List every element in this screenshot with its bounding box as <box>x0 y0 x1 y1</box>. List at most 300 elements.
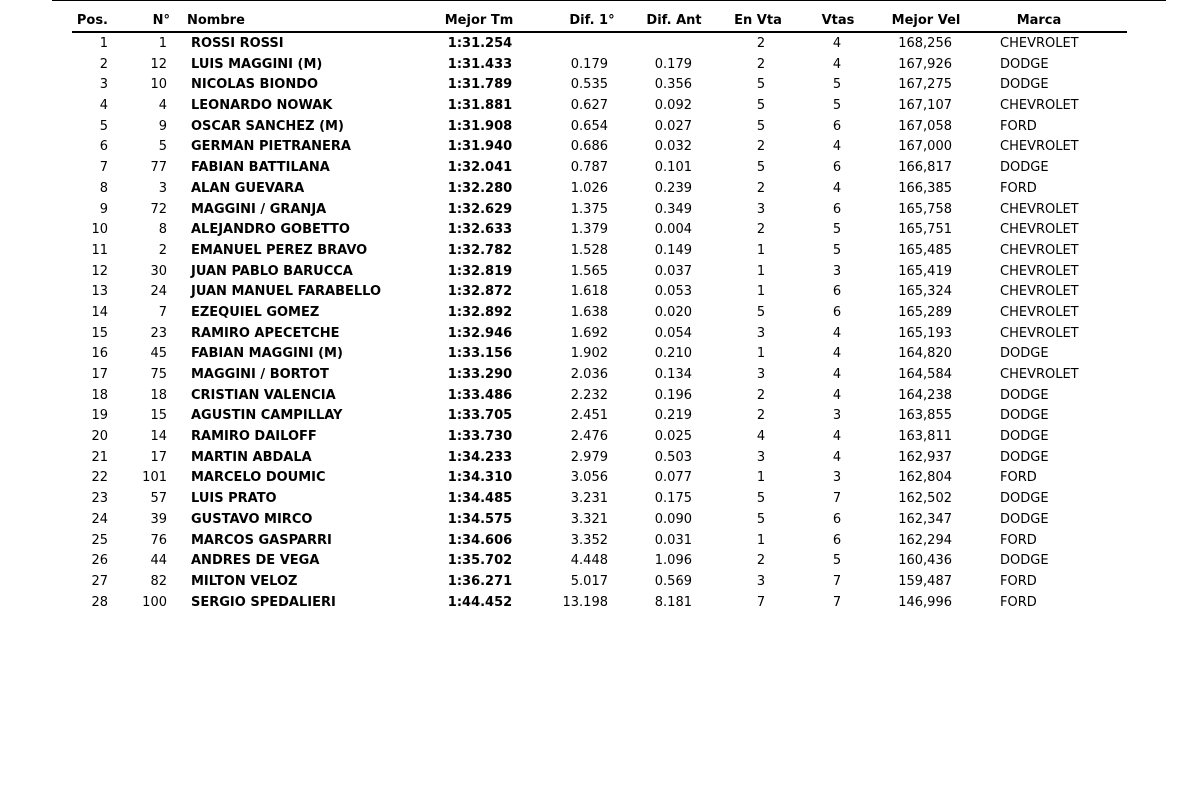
cell-nombre: MARTIN ABDALA <box>191 449 312 465</box>
cell-mejor-tm: 1:36.271 <box>447 573 513 589</box>
cell-mejor-vel: 160,436 <box>898 553 952 569</box>
cell-nombre: LUIS MAGGINI (M) <box>191 56 323 72</box>
cell-pos: 15 <box>91 325 108 341</box>
cell-number: 76 <box>150 532 167 548</box>
cell-marca: DODGE <box>1000 511 1049 527</box>
table-row <box>72 593 1127 614</box>
cell-mejor-tm: 1:33.730 <box>447 429 513 445</box>
cell-pos: 5 <box>99 118 108 134</box>
cell-en-vta: 5 <box>756 511 766 527</box>
cell-marca: DODGE <box>1000 346 1049 362</box>
cell-en-vta: 2 <box>756 180 766 196</box>
cell-number: 5 <box>158 139 167 155</box>
cell-dif-ant: 0.092 <box>654 98 692 114</box>
cell-en-vta: 2 <box>756 222 766 238</box>
cell-vtas: 5 <box>832 242 842 258</box>
cell-vtas: 5 <box>832 98 842 114</box>
table-row <box>72 34 1127 55</box>
cell-vtas: 4 <box>832 36 842 51</box>
cell-pos: 26 <box>91 553 108 569</box>
cell-mejor-vel: 167,058 <box>898 118 952 134</box>
cell-pos: 12 <box>91 263 108 279</box>
table-row <box>72 386 1127 407</box>
cell-mejor-vel: 163,855 <box>898 408 952 424</box>
cell-marca: DODGE <box>1000 387 1049 403</box>
cell-mejor-vel: 162,937 <box>898 449 952 465</box>
cell-nombre: MILTON VELOZ <box>191 573 298 589</box>
cell-marca: DODGE <box>1000 408 1049 424</box>
header-mejor-vel: Mejor Vel <box>891 13 961 28</box>
cell-dif-ant: 0.210 <box>654 346 692 362</box>
cell-marca: DODGE <box>1000 429 1049 445</box>
cell-dif-ant: 8.181 <box>654 594 692 610</box>
header-dif-ant: Dif. Ant <box>646 13 702 28</box>
cell-nombre: GUSTAVO MIRCO <box>191 511 313 527</box>
cell-dif-1: 1.618 <box>570 284 608 300</box>
cell-number: 2 <box>158 242 167 258</box>
cell-nombre: CRISTIAN VALENCIA <box>191 387 336 403</box>
cell-marca: DODGE <box>1000 553 1049 569</box>
cell-pos: 14 <box>91 304 108 320</box>
top-divider <box>52 0 1166 1</box>
cell-mejor-vel: 162,294 <box>898 532 952 548</box>
table-row <box>72 489 1127 510</box>
cell-dif-1: 0.654 <box>570 118 608 134</box>
cell-mejor-tm: 1:33.290 <box>447 367 513 382</box>
cell-en-vta: 2 <box>756 56 766 72</box>
cell-dif-ant: 0.149 <box>654 242 692 258</box>
cell-mejor-vel: 163,811 <box>898 429 952 445</box>
cell-mejor-vel: 167,107 <box>898 98 952 114</box>
cell-mejor-tm: 1:31.908 <box>447 118 513 134</box>
cell-vtas: 7 <box>832 573 842 589</box>
cell-mejor-tm: 1:32.633 <box>447 222 513 238</box>
cell-number: 100 <box>142 594 167 610</box>
cell-en-vta: 1 <box>756 263 766 279</box>
cell-mejor-vel: 165,324 <box>898 284 952 300</box>
cell-mejor-tm: 1:31.254 <box>447 36 513 51</box>
cell-mejor-vel: 159,487 <box>898 573 952 589</box>
cell-dif-1: 1.375 <box>570 201 608 217</box>
cell-dif-1: 0.686 <box>570 139 608 155</box>
cell-mejor-vel: 166,385 <box>898 180 952 196</box>
cell-number: 9 <box>158 118 167 134</box>
cell-mejor-tm: 1:32.041 <box>447 160 513 176</box>
cell-pos: 2 <box>99 56 108 72</box>
cell-vtas: 4 <box>832 449 842 465</box>
table-row <box>72 303 1127 324</box>
cell-en-vta: 1 <box>756 532 766 548</box>
cell-mejor-tm: 1:31.433 <box>447 56 513 72</box>
cell-en-vta: 5 <box>756 77 766 93</box>
cell-pos: 7 <box>99 160 108 176</box>
cell-mejor-vel: 167,275 <box>898 77 952 93</box>
table-row <box>72 572 1127 593</box>
header-mejor-tm: Mejor Tm <box>444 13 514 28</box>
table-row <box>72 324 1127 345</box>
cell-nombre: EZEQUIEL GOMEZ <box>191 304 320 320</box>
cell-dif-1: 1.528 <box>570 242 608 258</box>
cell-marca: FORD <box>1000 532 1037 548</box>
cell-nombre: FABIAN BATTILANA <box>191 160 330 176</box>
cell-number: 8 <box>158 222 167 238</box>
table-row <box>72 468 1127 489</box>
cell-mejor-vel: 164,584 <box>898 367 952 382</box>
cell-en-vta: 5 <box>756 98 766 114</box>
cell-vtas: 5 <box>832 77 842 93</box>
cell-marca: CHEVROLET <box>1000 98 1079 114</box>
cell-en-vta: 3 <box>756 573 766 589</box>
cell-mejor-tm: 1:32.892 <box>447 304 513 320</box>
cell-mejor-vel: 165,758 <box>898 201 952 217</box>
table-row <box>72 220 1127 241</box>
cell-mejor-tm: 1:32.280 <box>447 180 513 196</box>
cell-vtas: 6 <box>832 160 842 176</box>
cell-vtas: 4 <box>832 346 842 362</box>
cell-vtas: 4 <box>832 429 842 445</box>
table-row <box>72 531 1127 552</box>
cell-dif-ant: 0.025 <box>654 429 692 445</box>
table-row <box>72 427 1127 448</box>
cell-vtas: 4 <box>832 387 842 403</box>
cell-number: 77 <box>150 160 167 176</box>
cell-pos: 25 <box>91 532 108 548</box>
cell-vtas: 7 <box>832 491 842 507</box>
cell-vtas: 6 <box>832 201 842 217</box>
cell-nombre: JUAN PABLO BARUCCA <box>191 263 353 279</box>
cell-dif-1: 1.565 <box>570 263 608 279</box>
cell-mejor-vel: 162,804 <box>898 470 952 486</box>
cell-vtas: 5 <box>832 222 842 238</box>
cell-en-vta: 3 <box>756 449 766 465</box>
cell-mejor-tm: 1:34.310 <box>447 470 513 486</box>
cell-number: 15 <box>150 408 167 424</box>
cell-mejor-vel: 164,238 <box>898 387 952 403</box>
header-en-vta: En Vta <box>734 13 782 28</box>
cell-nombre: LEONARDO NOWAK <box>191 98 333 114</box>
cell-vtas: 6 <box>832 284 842 300</box>
cell-pos: 21 <box>91 449 108 465</box>
cell-marca: DODGE <box>1000 491 1049 507</box>
cell-dif-1: 3.352 <box>570 532 608 548</box>
cell-mejor-vel: 165,193 <box>898 325 952 341</box>
cell-pos: 4 <box>99 98 108 114</box>
cell-marca: FORD <box>1000 470 1037 486</box>
cell-dif-1: 0.535 <box>570 77 608 93</box>
cell-dif-ant: 0.032 <box>654 139 692 155</box>
cell-dif-ant: 0.219 <box>654 408 692 424</box>
cell-marca: CHEVROLET <box>1000 139 1079 155</box>
cell-dif-1: 3.056 <box>570 470 608 486</box>
cell-pos: 11 <box>91 242 108 258</box>
cell-dif-ant: 0.037 <box>654 263 692 279</box>
cell-vtas: 4 <box>832 367 842 382</box>
cell-nombre: MARCELO DOUMIC <box>191 470 326 486</box>
cell-mejor-tm: 1:31.789 <box>447 77 513 93</box>
cell-number: 57 <box>150 491 167 507</box>
cell-en-vta: 3 <box>756 201 766 217</box>
cell-en-vta: 7 <box>756 594 766 610</box>
cell-number: 39 <box>150 511 167 527</box>
cell-dif-ant: 0.004 <box>654 222 692 238</box>
cell-dif-1: 1.902 <box>570 346 608 362</box>
cell-number: 45 <box>150 346 167 362</box>
cell-pos: 24 <box>91 511 108 527</box>
cell-vtas: 6 <box>832 532 842 548</box>
cell-pos: 16 <box>91 346 108 362</box>
cell-mejor-vel: 168,256 <box>898 36 952 51</box>
table-row <box>72 200 1127 221</box>
cell-pos: 22 <box>91 470 108 486</box>
cell-number: 4 <box>158 98 167 114</box>
cell-nombre: AGUSTIN CAMPILLAY <box>191 408 343 424</box>
cell-marca: CHEVROLET <box>1000 222 1079 238</box>
cell-dif-ant: 0.134 <box>654 367 692 382</box>
header-nombre: Nombre <box>187 13 245 28</box>
cell-marca: CHEVROLET <box>1000 263 1079 279</box>
cell-pos: 1 <box>99 36 108 51</box>
cell-en-vta: 2 <box>756 387 766 403</box>
cell-nombre: LUIS PRATO <box>191 491 277 507</box>
cell-dif-ant: 1.096 <box>654 553 692 569</box>
cell-pos: 27 <box>91 573 108 589</box>
cell-mejor-tm: 1:35.702 <box>447 553 513 569</box>
table-row <box>72 96 1127 117</box>
table-row <box>72 282 1127 303</box>
cell-en-vta: 3 <box>756 325 766 341</box>
table-header-row <box>72 10 1127 33</box>
cell-dif-ant: 0.196 <box>654 387 692 403</box>
header-marca: Marca <box>1016 13 1062 28</box>
cell-en-vta: 1 <box>756 346 766 362</box>
table-row <box>72 55 1127 76</box>
cell-marca: CHEVROLET <box>1000 36 1079 51</box>
cell-mejor-tm: 1:34.606 <box>447 532 513 548</box>
cell-nombre: EMANUEL PEREZ BRAVO <box>191 242 368 258</box>
cell-vtas: 4 <box>832 56 842 72</box>
cell-mejor-tm: 1:32.629 <box>447 201 513 217</box>
cell-number: 14 <box>150 429 167 445</box>
cell-number: 101 <box>142 470 167 486</box>
cell-number: 75 <box>150 367 167 382</box>
cell-en-vta: 2 <box>756 408 766 424</box>
cell-marca: CHEVROLET <box>1000 304 1079 320</box>
cell-nombre: RAMIRO DAILOFF <box>191 429 317 445</box>
cell-nombre: ALEJANDRO GOBETTO <box>191 222 350 238</box>
cell-dif-ant: 0.349 <box>654 201 692 217</box>
cell-nombre: JUAN MANUEL FARABELLO <box>191 284 382 300</box>
cell-dif-ant: 0.356 <box>654 77 692 93</box>
table-row <box>72 406 1127 427</box>
cell-vtas: 4 <box>832 325 842 341</box>
cell-number: 10 <box>150 77 167 93</box>
cell-mejor-tm: 1:32.946 <box>447 325 513 341</box>
cell-marca: DODGE <box>1000 160 1049 176</box>
cell-mejor-vel: 165,485 <box>898 242 952 258</box>
cell-vtas: 7 <box>832 594 842 610</box>
cell-marca: DODGE <box>1000 449 1049 465</box>
cell-en-vta: 3 <box>756 367 766 382</box>
cell-number: 12 <box>150 56 167 72</box>
cell-number: 72 <box>150 201 167 217</box>
cell-dif-ant: 0.027 <box>654 118 692 134</box>
table-row <box>72 117 1127 138</box>
cell-mejor-tm: 1:44.452 <box>447 594 513 610</box>
cell-vtas: 6 <box>832 304 842 320</box>
results-table <box>72 10 1127 613</box>
cell-mejor-tm: 1:32.782 <box>447 242 513 258</box>
cell-mejor-tm: 1:33.156 <box>447 346 513 362</box>
cell-pos: 17 <box>91 367 108 382</box>
cell-number: 44 <box>150 553 167 569</box>
cell-number: 17 <box>150 449 167 465</box>
cell-dif-1: 2.232 <box>570 387 608 403</box>
cell-dif-1: 0.627 <box>570 98 608 114</box>
cell-en-vta: 4 <box>756 429 766 445</box>
cell-marca: FORD <box>1000 573 1037 589</box>
cell-mejor-vel: 166,817 <box>898 160 952 176</box>
cell-pos: 13 <box>91 284 108 300</box>
cell-marca: FORD <box>1000 594 1037 610</box>
cell-number: 23 <box>150 325 167 341</box>
cell-dif-ant: 0.175 <box>654 491 692 507</box>
cell-nombre: RAMIRO APECETCHE <box>191 325 340 341</box>
cell-mejor-vel: 146,996 <box>898 594 952 610</box>
cell-number: 24 <box>150 284 167 300</box>
cell-mejor-tm: 1:33.486 <box>447 387 513 403</box>
header-vtas: Vtas <box>821 13 855 28</box>
cell-mejor-vel: 162,347 <box>898 511 952 527</box>
cell-dif-ant: 0.179 <box>654 56 692 72</box>
cell-dif-1: 0.179 <box>570 56 608 72</box>
cell-vtas: 5 <box>832 553 842 569</box>
cell-dif-1: 3.231 <box>570 491 608 507</box>
cell-mejor-tm: 1:34.575 <box>447 511 513 527</box>
cell-mejor-vel: 167,000 <box>898 139 952 155</box>
cell-dif-1: 2.036 <box>570 367 608 382</box>
cell-dif-1: 3.321 <box>570 511 608 527</box>
cell-number: 30 <box>150 263 167 279</box>
cell-en-vta: 1 <box>756 470 766 486</box>
cell-nombre: ALAN GUEVARA <box>191 180 305 196</box>
cell-dif-ant: 0.503 <box>654 449 692 465</box>
table-row <box>72 551 1127 572</box>
cell-marca: CHEVROLET <box>1000 325 1079 341</box>
cell-pos: 18 <box>91 387 108 403</box>
table-row <box>72 365 1127 386</box>
cell-mejor-tm: 1:34.485 <box>447 491 513 507</box>
cell-mejor-tm: 1:31.881 <box>447 98 513 114</box>
cell-mejor-vel: 162,502 <box>898 491 952 507</box>
table-row <box>72 158 1127 179</box>
cell-number: 1 <box>158 36 167 51</box>
cell-vtas: 4 <box>832 139 842 155</box>
cell-en-vta: 5 <box>756 304 766 320</box>
table-row <box>72 344 1127 365</box>
cell-dif-ant: 0.020 <box>654 304 692 320</box>
cell-dif-ant: 0.031 <box>654 532 692 548</box>
table-row <box>72 262 1127 283</box>
cell-mejor-vel: 167,926 <box>898 56 952 72</box>
cell-vtas: 3 <box>832 263 842 279</box>
cell-nombre: ANDRES DE VEGA <box>191 553 320 569</box>
cell-number: 18 <box>150 387 167 403</box>
cell-dif-1: 1.379 <box>570 222 608 238</box>
cell-en-vta: 5 <box>756 118 766 134</box>
cell-number: 3 <box>158 180 167 196</box>
cell-pos: 3 <box>99 77 108 93</box>
header-dif-1: Dif. 1° <box>569 13 615 28</box>
cell-vtas: 6 <box>832 511 842 527</box>
cell-marca: FORD <box>1000 118 1037 134</box>
cell-nombre: NICOLAS BIONDO <box>191 77 319 93</box>
cell-marca: DODGE <box>1000 77 1049 93</box>
cell-dif-ant: 0.054 <box>654 325 692 341</box>
cell-vtas: 6 <box>832 118 842 134</box>
table-row <box>72 179 1127 200</box>
cell-marca: CHEVROLET <box>1000 242 1079 258</box>
cell-pos: 10 <box>91 222 108 238</box>
cell-vtas: 3 <box>832 470 842 486</box>
cell-dif-1: 13.198 <box>562 594 608 610</box>
cell-mejor-vel: 164,820 <box>898 346 952 362</box>
cell-dif-1: 5.017 <box>570 573 608 589</box>
cell-marca: DODGE <box>1000 56 1049 72</box>
table-body <box>72 34 1127 613</box>
cell-pos: 19 <box>91 408 108 424</box>
cell-dif-1: 4.448 <box>570 553 608 569</box>
cell-pos: 23 <box>91 491 108 507</box>
cell-mejor-tm: 1:34.233 <box>447 449 513 465</box>
cell-dif-1: 2.476 <box>570 429 608 445</box>
cell-nombre: MARCOS GASPARRI <box>191 532 332 548</box>
cell-dif-ant: 0.101 <box>654 160 692 176</box>
cell-mejor-tm: 1:33.705 <box>447 408 513 424</box>
cell-number: 7 <box>158 304 167 320</box>
cell-vtas: 3 <box>832 408 842 424</box>
cell-pos: 28 <box>91 594 108 610</box>
cell-mejor-tm: 1:31.940 <box>447 139 513 155</box>
cell-dif-ant: 0.077 <box>654 470 692 486</box>
cell-en-vta: 2 <box>756 553 766 569</box>
cell-mejor-vel: 165,289 <box>898 304 952 320</box>
table-row <box>72 510 1127 531</box>
table-row <box>72 75 1127 96</box>
cell-nombre: ROSSI ROSSI <box>191 36 284 51</box>
cell-pos: 20 <box>91 429 108 445</box>
cell-en-vta: 5 <box>756 491 766 507</box>
cell-mejor-tm: 1:32.819 <box>447 263 513 279</box>
header-pos: Pos. <box>76 13 108 28</box>
table-row <box>72 448 1127 469</box>
table-row <box>72 241 1127 262</box>
table-row <box>72 137 1127 158</box>
cell-dif-ant: 0.239 <box>654 180 692 196</box>
cell-marca: FORD <box>1000 180 1037 196</box>
cell-nombre: OSCAR SANCHEZ (M) <box>191 118 344 134</box>
cell-vtas: 4 <box>832 180 842 196</box>
cell-dif-1: 2.451 <box>570 408 608 424</box>
cell-dif-1: 1.692 <box>570 325 608 341</box>
cell-marca: CHEVROLET <box>1000 201 1079 217</box>
cell-mejor-tm: 1:32.872 <box>447 284 513 300</box>
cell-number: 82 <box>150 573 167 589</box>
cell-marca: CHEVROLET <box>1000 367 1079 382</box>
cell-dif-1: 1.026 <box>570 180 608 196</box>
header-number: N° <box>152 13 170 28</box>
cell-nombre: MAGGINI / BORTOT <box>191 367 329 382</box>
cell-dif-ant: 0.053 <box>654 284 692 300</box>
